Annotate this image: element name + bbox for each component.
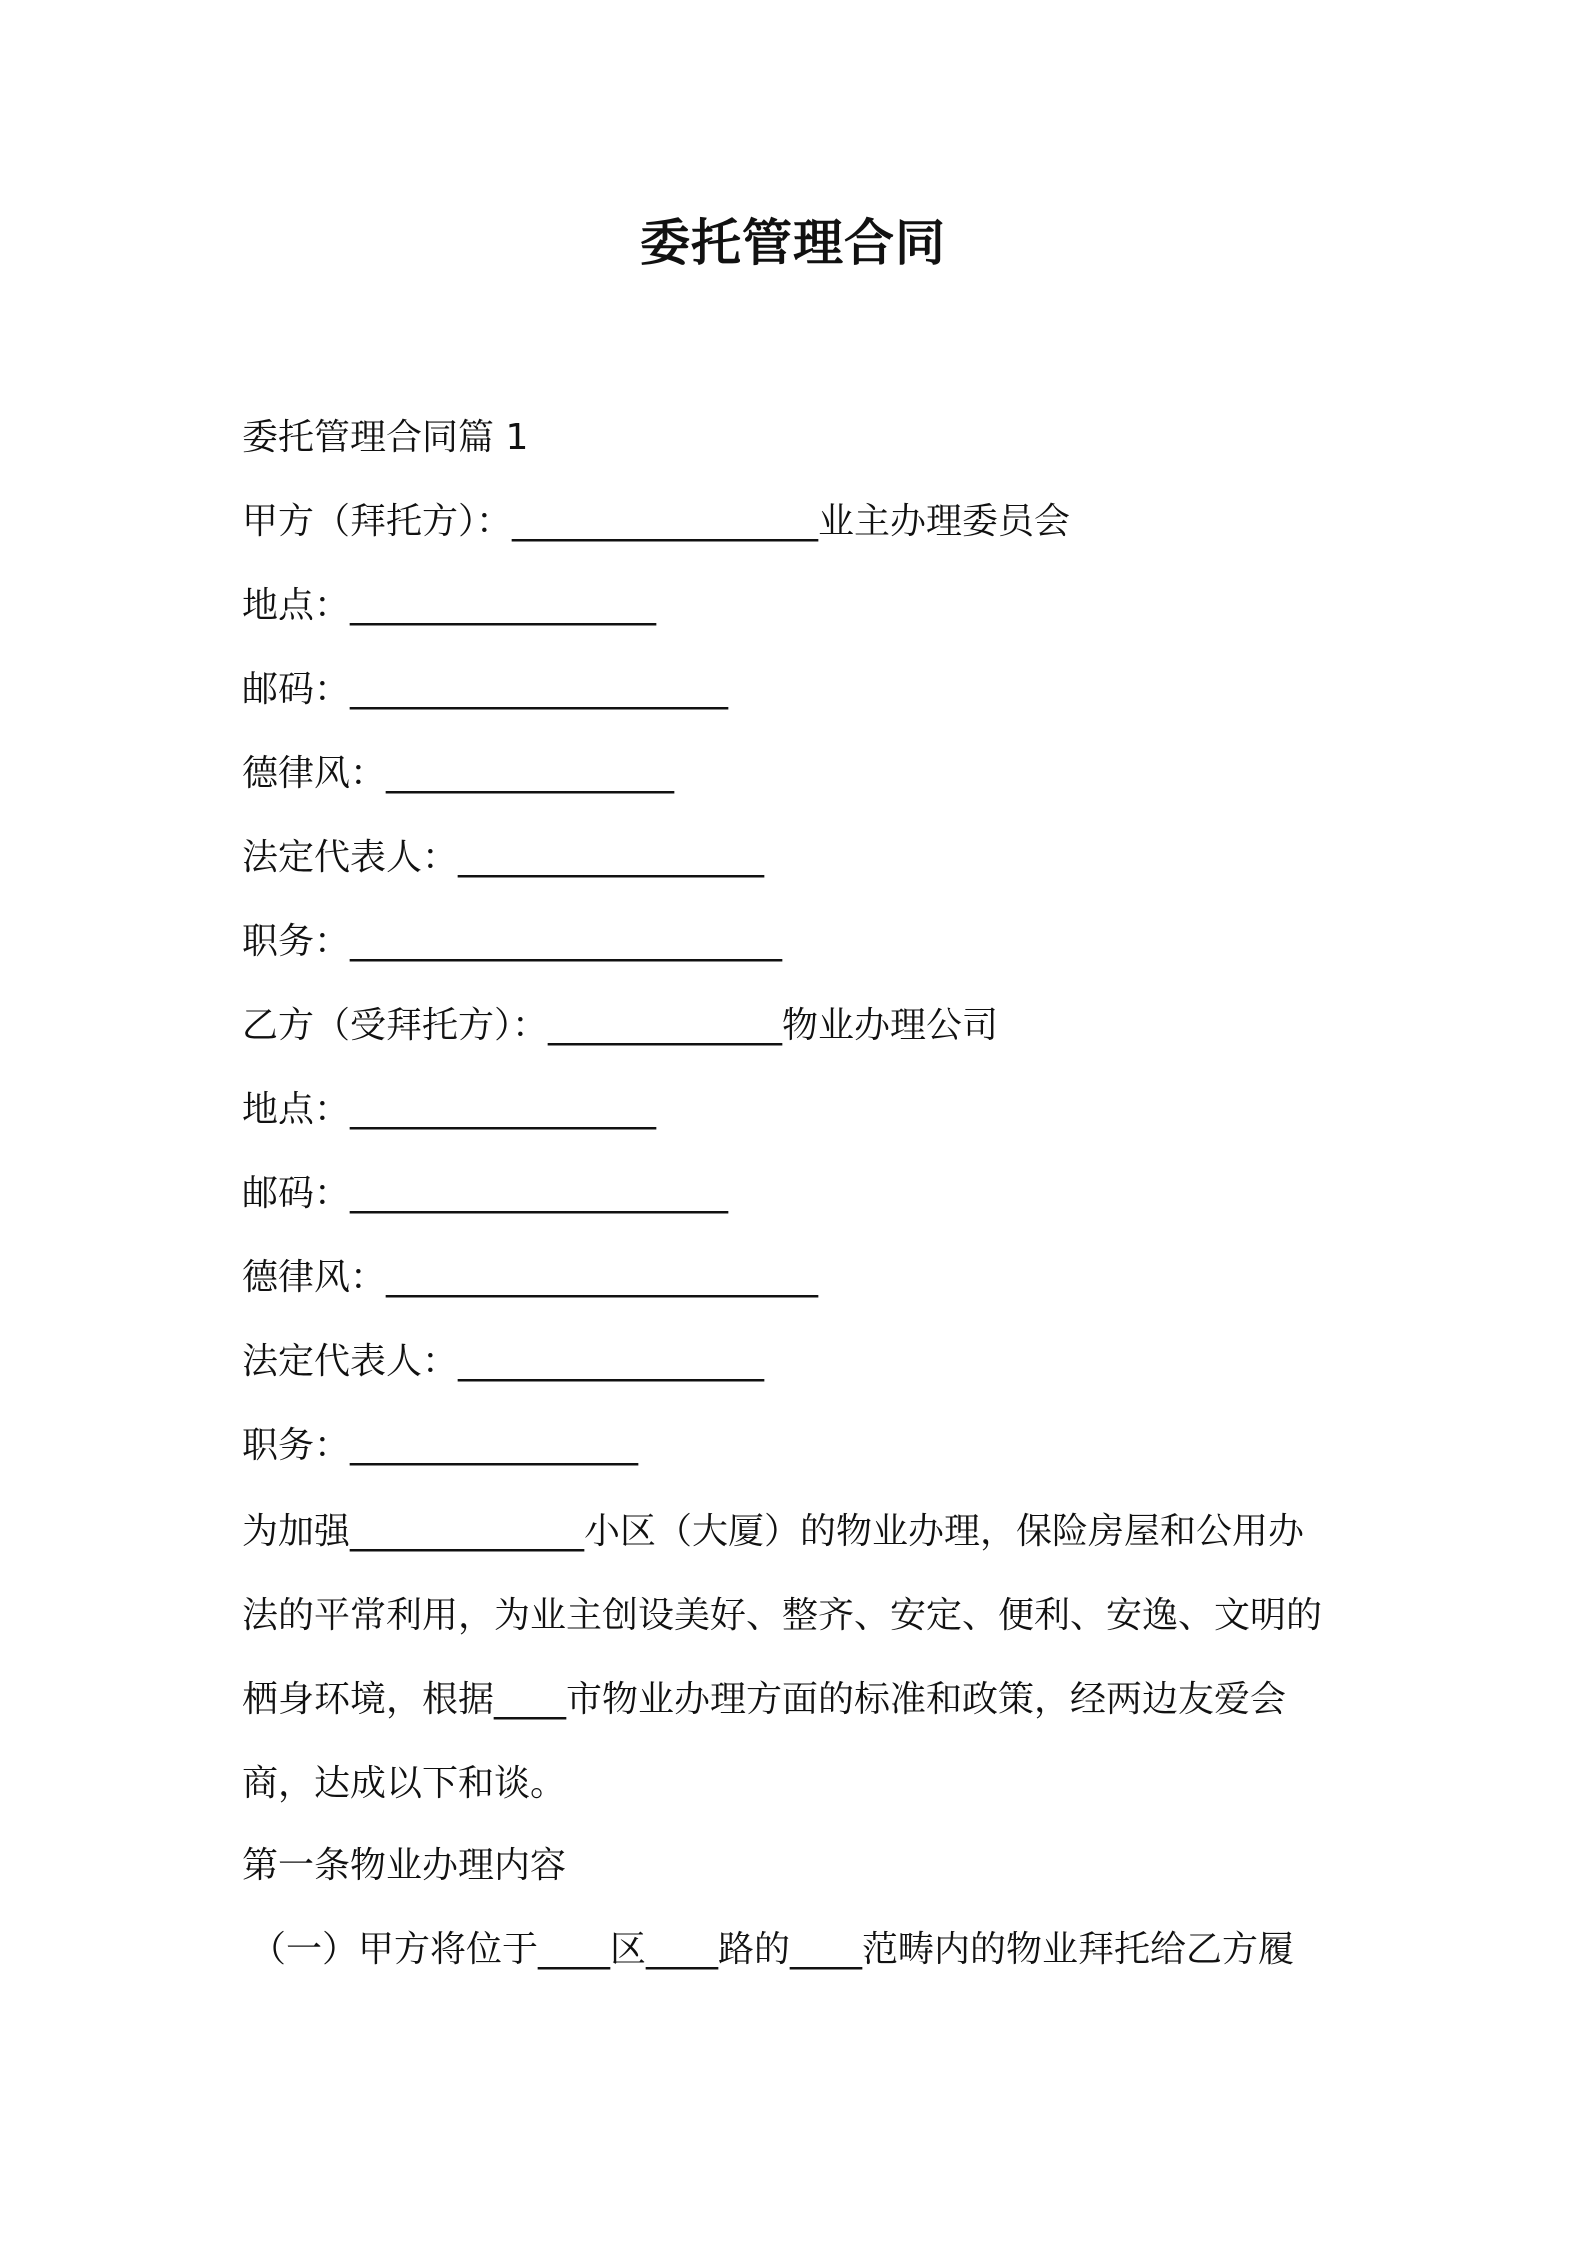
party-a-phone: 德律风：________________ [242, 753, 675, 794]
preamble-paragraph [242, 1490, 1354, 1826]
party-b-line: 乙方（受拜托方）：_____________物业办理公司 [242, 1005, 999, 1046]
party-a-postcode: 邮码：_____________________ [242, 669, 729, 710]
preamble-line: 法的平常利用，为业主创设美好、整齐、安定、便利、安逸、文明的 [242, 1595, 1323, 1636]
article-1-title: 第一条物业办理内容 [242, 1845, 567, 1886]
party-a-legal-rep: 法定代表人：_________________ [242, 837, 765, 878]
preamble-line: 商，达成以下和谈。 [242, 1763, 567, 1804]
party-b-legal-rep: 法定代表人：_________________ [242, 1341, 765, 1382]
party-b-phone: 德律风：________________________ [242, 1257, 819, 1298]
party-a-position: 职务：________________________ [242, 921, 783, 962]
party-a-line: 甲方（拜托方）：_________________业主办理委员会 [242, 501, 1071, 542]
party-a-address: 地点：_________________ [242, 585, 657, 626]
section-heading: 委托管理合同篇 1 [242, 417, 529, 458]
party-b-postcode: 邮码：_____________________ [242, 1173, 729, 1214]
party-b-address: 地点：_________________ [242, 1089, 657, 1130]
party-b-position: 职务：________________ [242, 1425, 639, 1466]
article-1-item-1: （一）甲方将位于____区____路的____范畴内的物业拜托给乙方履 [250, 1929, 1295, 1970]
preamble-line: 为加强_____________小区（大厦）的物业办理，保险房屋和公用办 [242, 1511, 1305, 1552]
document-title: 委托管理合同 [640, 214, 946, 272]
preamble-line: 栖身环境，根据____市物业办理方面的标准和政策，经两边友爱会 [242, 1679, 1287, 1720]
